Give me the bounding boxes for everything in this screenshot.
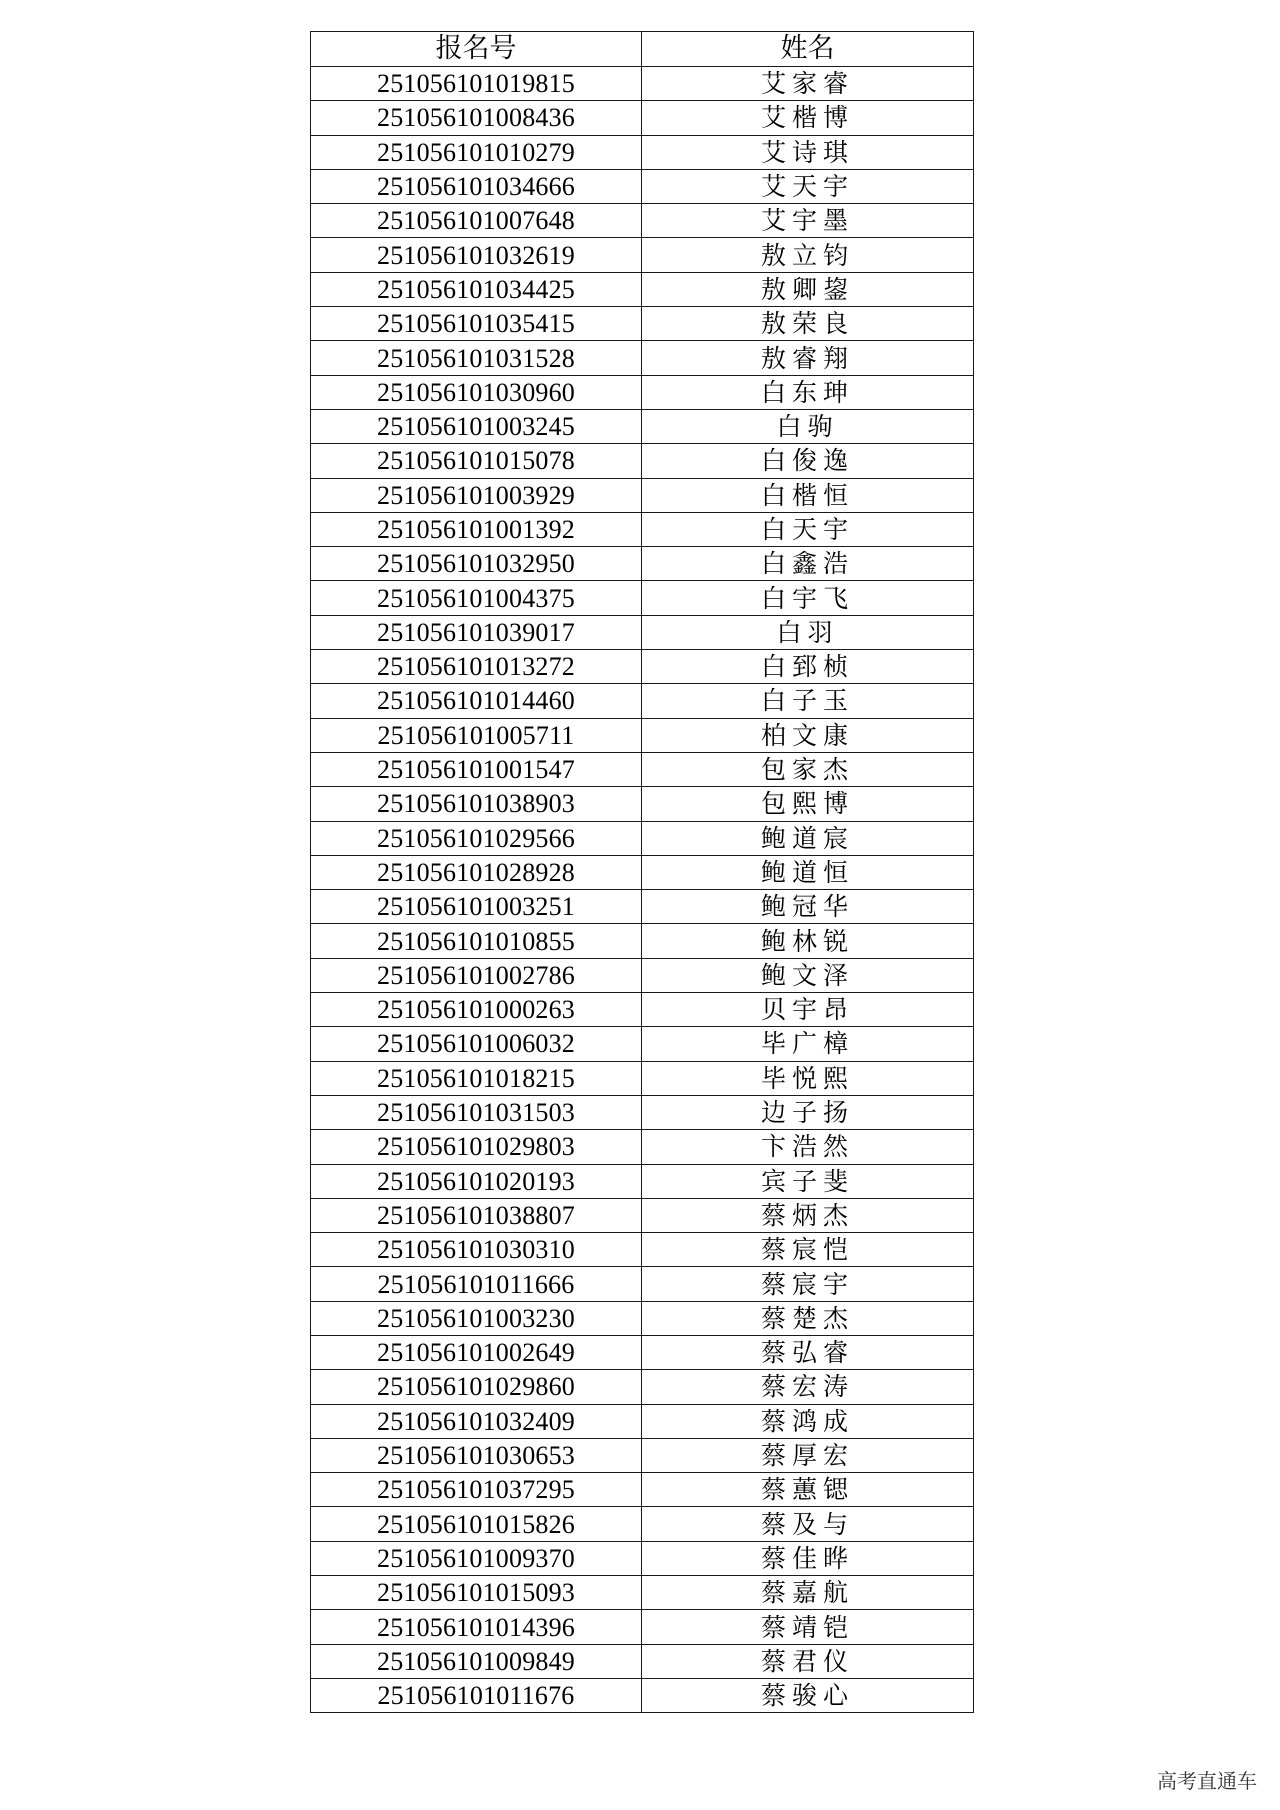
table-row bbox=[311, 958, 974, 992]
name-cell: 蔡嘉航 bbox=[642, 1576, 974, 1610]
table-row bbox=[311, 1610, 974, 1644]
table-row bbox=[311, 341, 974, 375]
table-row bbox=[311, 924, 974, 958]
registration-number-cell: 251056101008436 bbox=[311, 101, 642, 135]
registration-number-cell: 251056101018215 bbox=[311, 1061, 642, 1095]
name-cell: 白羽 bbox=[642, 615, 974, 649]
table-row bbox=[311, 307, 974, 341]
table-row bbox=[311, 993, 974, 1027]
name-cell: 柏文康 bbox=[642, 718, 974, 752]
table-row bbox=[311, 1678, 974, 1712]
registration-number-cell: 251056101002786 bbox=[311, 958, 642, 992]
table-row bbox=[311, 238, 974, 272]
name-cell: 白天宇 bbox=[642, 512, 974, 546]
registration-number-cell: 251056101035415 bbox=[311, 307, 642, 341]
name-cell: 艾家睿 bbox=[642, 67, 974, 101]
table-row bbox=[311, 444, 974, 478]
name-cell: 鲍冠华 bbox=[642, 890, 974, 924]
registration-number-cell: 251056101030960 bbox=[311, 375, 642, 409]
name-cell: 白郅桢 bbox=[642, 650, 974, 684]
registration-number-cell: 251056101019815 bbox=[311, 67, 642, 101]
table-row bbox=[311, 1507, 974, 1541]
table-row bbox=[311, 1027, 974, 1061]
registration-number-cell: 251056101001547 bbox=[311, 752, 642, 786]
table-row bbox=[311, 101, 974, 135]
name-cell: 蔡佳晔 bbox=[642, 1541, 974, 1575]
table-row bbox=[311, 1233, 974, 1267]
registration-number-cell: 251056101015093 bbox=[311, 1576, 642, 1610]
table-row bbox=[311, 684, 974, 718]
table-row bbox=[311, 409, 974, 443]
registration-number-cell: 251056101020193 bbox=[311, 1164, 642, 1198]
registration-number-cell: 251056101005711 bbox=[311, 718, 642, 752]
name-cell: 白宇飞 bbox=[642, 581, 974, 615]
registration-number-cell: 251056101037295 bbox=[311, 1473, 642, 1507]
name-cell: 卞浩然 bbox=[642, 1130, 974, 1164]
name-cell: 艾宇墨 bbox=[642, 204, 974, 238]
header-name: 姓名 bbox=[642, 32, 974, 67]
name-cell: 艾天宇 bbox=[642, 169, 974, 203]
name-cell: 敖立钧 bbox=[642, 238, 974, 272]
name-cell: 蔡宏涛 bbox=[642, 1370, 974, 1404]
table-row bbox=[311, 718, 974, 752]
name-cell: 蔡君仪 bbox=[642, 1644, 974, 1678]
registration-number-cell: 251056101039017 bbox=[311, 615, 642, 649]
watermark-text: 高考直通车 bbox=[1157, 1769, 1257, 1793]
name-cell: 蔡鸿成 bbox=[642, 1404, 974, 1438]
name-cell: 边子扬 bbox=[642, 1095, 974, 1129]
name-cell: 蔡楚杰 bbox=[642, 1301, 974, 1335]
registration-number-cell: 251056101032619 bbox=[311, 238, 642, 272]
registration-number-cell: 251056101011666 bbox=[311, 1267, 642, 1301]
applicant-table bbox=[310, 31, 974, 1713]
table-row bbox=[311, 1473, 974, 1507]
registration-number-cell: 251056101029803 bbox=[311, 1130, 642, 1164]
table-row bbox=[311, 135, 974, 169]
registration-number-cell: 251056101029860 bbox=[311, 1370, 642, 1404]
table-row bbox=[311, 1095, 974, 1129]
name-cell: 白东珅 bbox=[642, 375, 974, 409]
table-row bbox=[311, 615, 974, 649]
name-cell: 敖卿鋆 bbox=[642, 272, 974, 306]
table-row bbox=[311, 1438, 974, 1472]
name-cell: 白俊逸 bbox=[642, 444, 974, 478]
name-cell: 敖荣良 bbox=[642, 307, 974, 341]
name-cell: 蔡炳杰 bbox=[642, 1198, 974, 1232]
name-cell: 鲍文泽 bbox=[642, 958, 974, 992]
table-row bbox=[311, 67, 974, 101]
table-row bbox=[311, 1130, 974, 1164]
registration-number-cell: 251056101032950 bbox=[311, 547, 642, 581]
name-cell: 白鑫浩 bbox=[642, 547, 974, 581]
table-row bbox=[311, 1576, 974, 1610]
name-cell: 蔡靖铠 bbox=[642, 1610, 974, 1644]
registration-number-cell: 251056101000263 bbox=[311, 993, 642, 1027]
table-row bbox=[311, 512, 974, 546]
registration-number-cell: 251056101029566 bbox=[311, 821, 642, 855]
name-cell: 毕广樟 bbox=[642, 1027, 974, 1061]
registration-number-cell: 251056101013272 bbox=[311, 650, 642, 684]
registration-number-cell: 251056101001392 bbox=[311, 512, 642, 546]
name-cell: 蔡宸恺 bbox=[642, 1233, 974, 1267]
name-cell: 白子玉 bbox=[642, 684, 974, 718]
table-row bbox=[311, 375, 974, 409]
name-cell: 宾子斐 bbox=[642, 1164, 974, 1198]
registration-number-cell: 251056101030310 bbox=[311, 1233, 642, 1267]
registration-number-cell: 251056101003929 bbox=[311, 478, 642, 512]
table-row bbox=[311, 1164, 974, 1198]
registration-number-cell: 251056101002649 bbox=[311, 1335, 642, 1369]
table-row bbox=[311, 581, 974, 615]
name-cell: 蔡宸宇 bbox=[642, 1267, 974, 1301]
name-cell: 白驹 bbox=[642, 409, 974, 443]
registration-number-cell: 251056101004375 bbox=[311, 581, 642, 615]
name-cell: 敖睿翔 bbox=[642, 341, 974, 375]
registration-number-cell: 251056101038807 bbox=[311, 1198, 642, 1232]
registration-number-cell: 251056101009849 bbox=[311, 1644, 642, 1678]
registration-number-cell: 251056101003251 bbox=[311, 890, 642, 924]
registration-number-cell: 251056101007648 bbox=[311, 204, 642, 238]
table-row bbox=[311, 855, 974, 889]
name-cell: 蔡及与 bbox=[642, 1507, 974, 1541]
name-cell: 鲍林锐 bbox=[642, 924, 974, 958]
table-row bbox=[311, 1267, 974, 1301]
registration-number-cell: 251056101030653 bbox=[311, 1438, 642, 1472]
table-row bbox=[311, 1335, 974, 1369]
table-row bbox=[311, 1301, 974, 1335]
registration-number-cell: 251056101011676 bbox=[311, 1678, 642, 1712]
registration-number-cell: 251056101034666 bbox=[311, 169, 642, 203]
table-row bbox=[311, 650, 974, 684]
name-cell: 包熙博 bbox=[642, 787, 974, 821]
name-cell: 鲍道宸 bbox=[642, 821, 974, 855]
table-row bbox=[311, 1404, 974, 1438]
registration-number-cell: 251056101010279 bbox=[311, 135, 642, 169]
table-row bbox=[311, 547, 974, 581]
registration-number-cell: 251056101010855 bbox=[311, 924, 642, 958]
table-row bbox=[311, 272, 974, 306]
name-cell: 白楷恒 bbox=[642, 478, 974, 512]
registration-number-cell: 251056101015826 bbox=[311, 1507, 642, 1541]
registration-number-cell: 251056101031503 bbox=[311, 1095, 642, 1129]
table-row bbox=[311, 1198, 974, 1232]
table-row bbox=[311, 890, 974, 924]
table-row bbox=[311, 787, 974, 821]
registration-number-cell: 251056101003245 bbox=[311, 409, 642, 443]
registration-number-cell: 251056101009370 bbox=[311, 1541, 642, 1575]
table-row bbox=[311, 169, 974, 203]
header-registration-number: 报名号 bbox=[311, 32, 642, 67]
name-cell: 鲍道恒 bbox=[642, 855, 974, 889]
registration-number-cell: 251056101014396 bbox=[311, 1610, 642, 1644]
registration-number-cell: 251056101006032 bbox=[311, 1027, 642, 1061]
registration-number-cell: 251056101015078 bbox=[311, 444, 642, 478]
registration-number-cell: 251056101032409 bbox=[311, 1404, 642, 1438]
registration-number-cell: 251056101038903 bbox=[311, 787, 642, 821]
table-row bbox=[311, 478, 974, 512]
name-cell: 蔡骏心 bbox=[642, 1678, 974, 1712]
registration-number-cell: 251056101028928 bbox=[311, 855, 642, 889]
table-row bbox=[311, 752, 974, 786]
registration-number-cell: 251056101003230 bbox=[311, 1301, 642, 1335]
table-header-row bbox=[311, 32, 974, 67]
table-row bbox=[311, 204, 974, 238]
table-row bbox=[311, 821, 974, 855]
name-cell: 艾诗琪 bbox=[642, 135, 974, 169]
name-cell: 艾楷博 bbox=[642, 101, 974, 135]
table-row bbox=[311, 1541, 974, 1575]
table-body bbox=[311, 67, 974, 1713]
name-cell: 蔡蕙锶 bbox=[642, 1473, 974, 1507]
registration-number-cell: 251056101014460 bbox=[311, 684, 642, 718]
name-cell: 贝宇昂 bbox=[642, 993, 974, 1027]
name-cell: 包家杰 bbox=[642, 752, 974, 786]
table-row bbox=[311, 1644, 974, 1678]
table-row bbox=[311, 1061, 974, 1095]
table-row bbox=[311, 1370, 974, 1404]
registration-number-cell: 251056101034425 bbox=[311, 272, 642, 306]
name-cell: 毕悦熙 bbox=[642, 1061, 974, 1095]
name-cell: 蔡厚宏 bbox=[642, 1438, 974, 1472]
name-cell: 蔡弘睿 bbox=[642, 1335, 974, 1369]
registration-number-cell: 251056101031528 bbox=[311, 341, 642, 375]
